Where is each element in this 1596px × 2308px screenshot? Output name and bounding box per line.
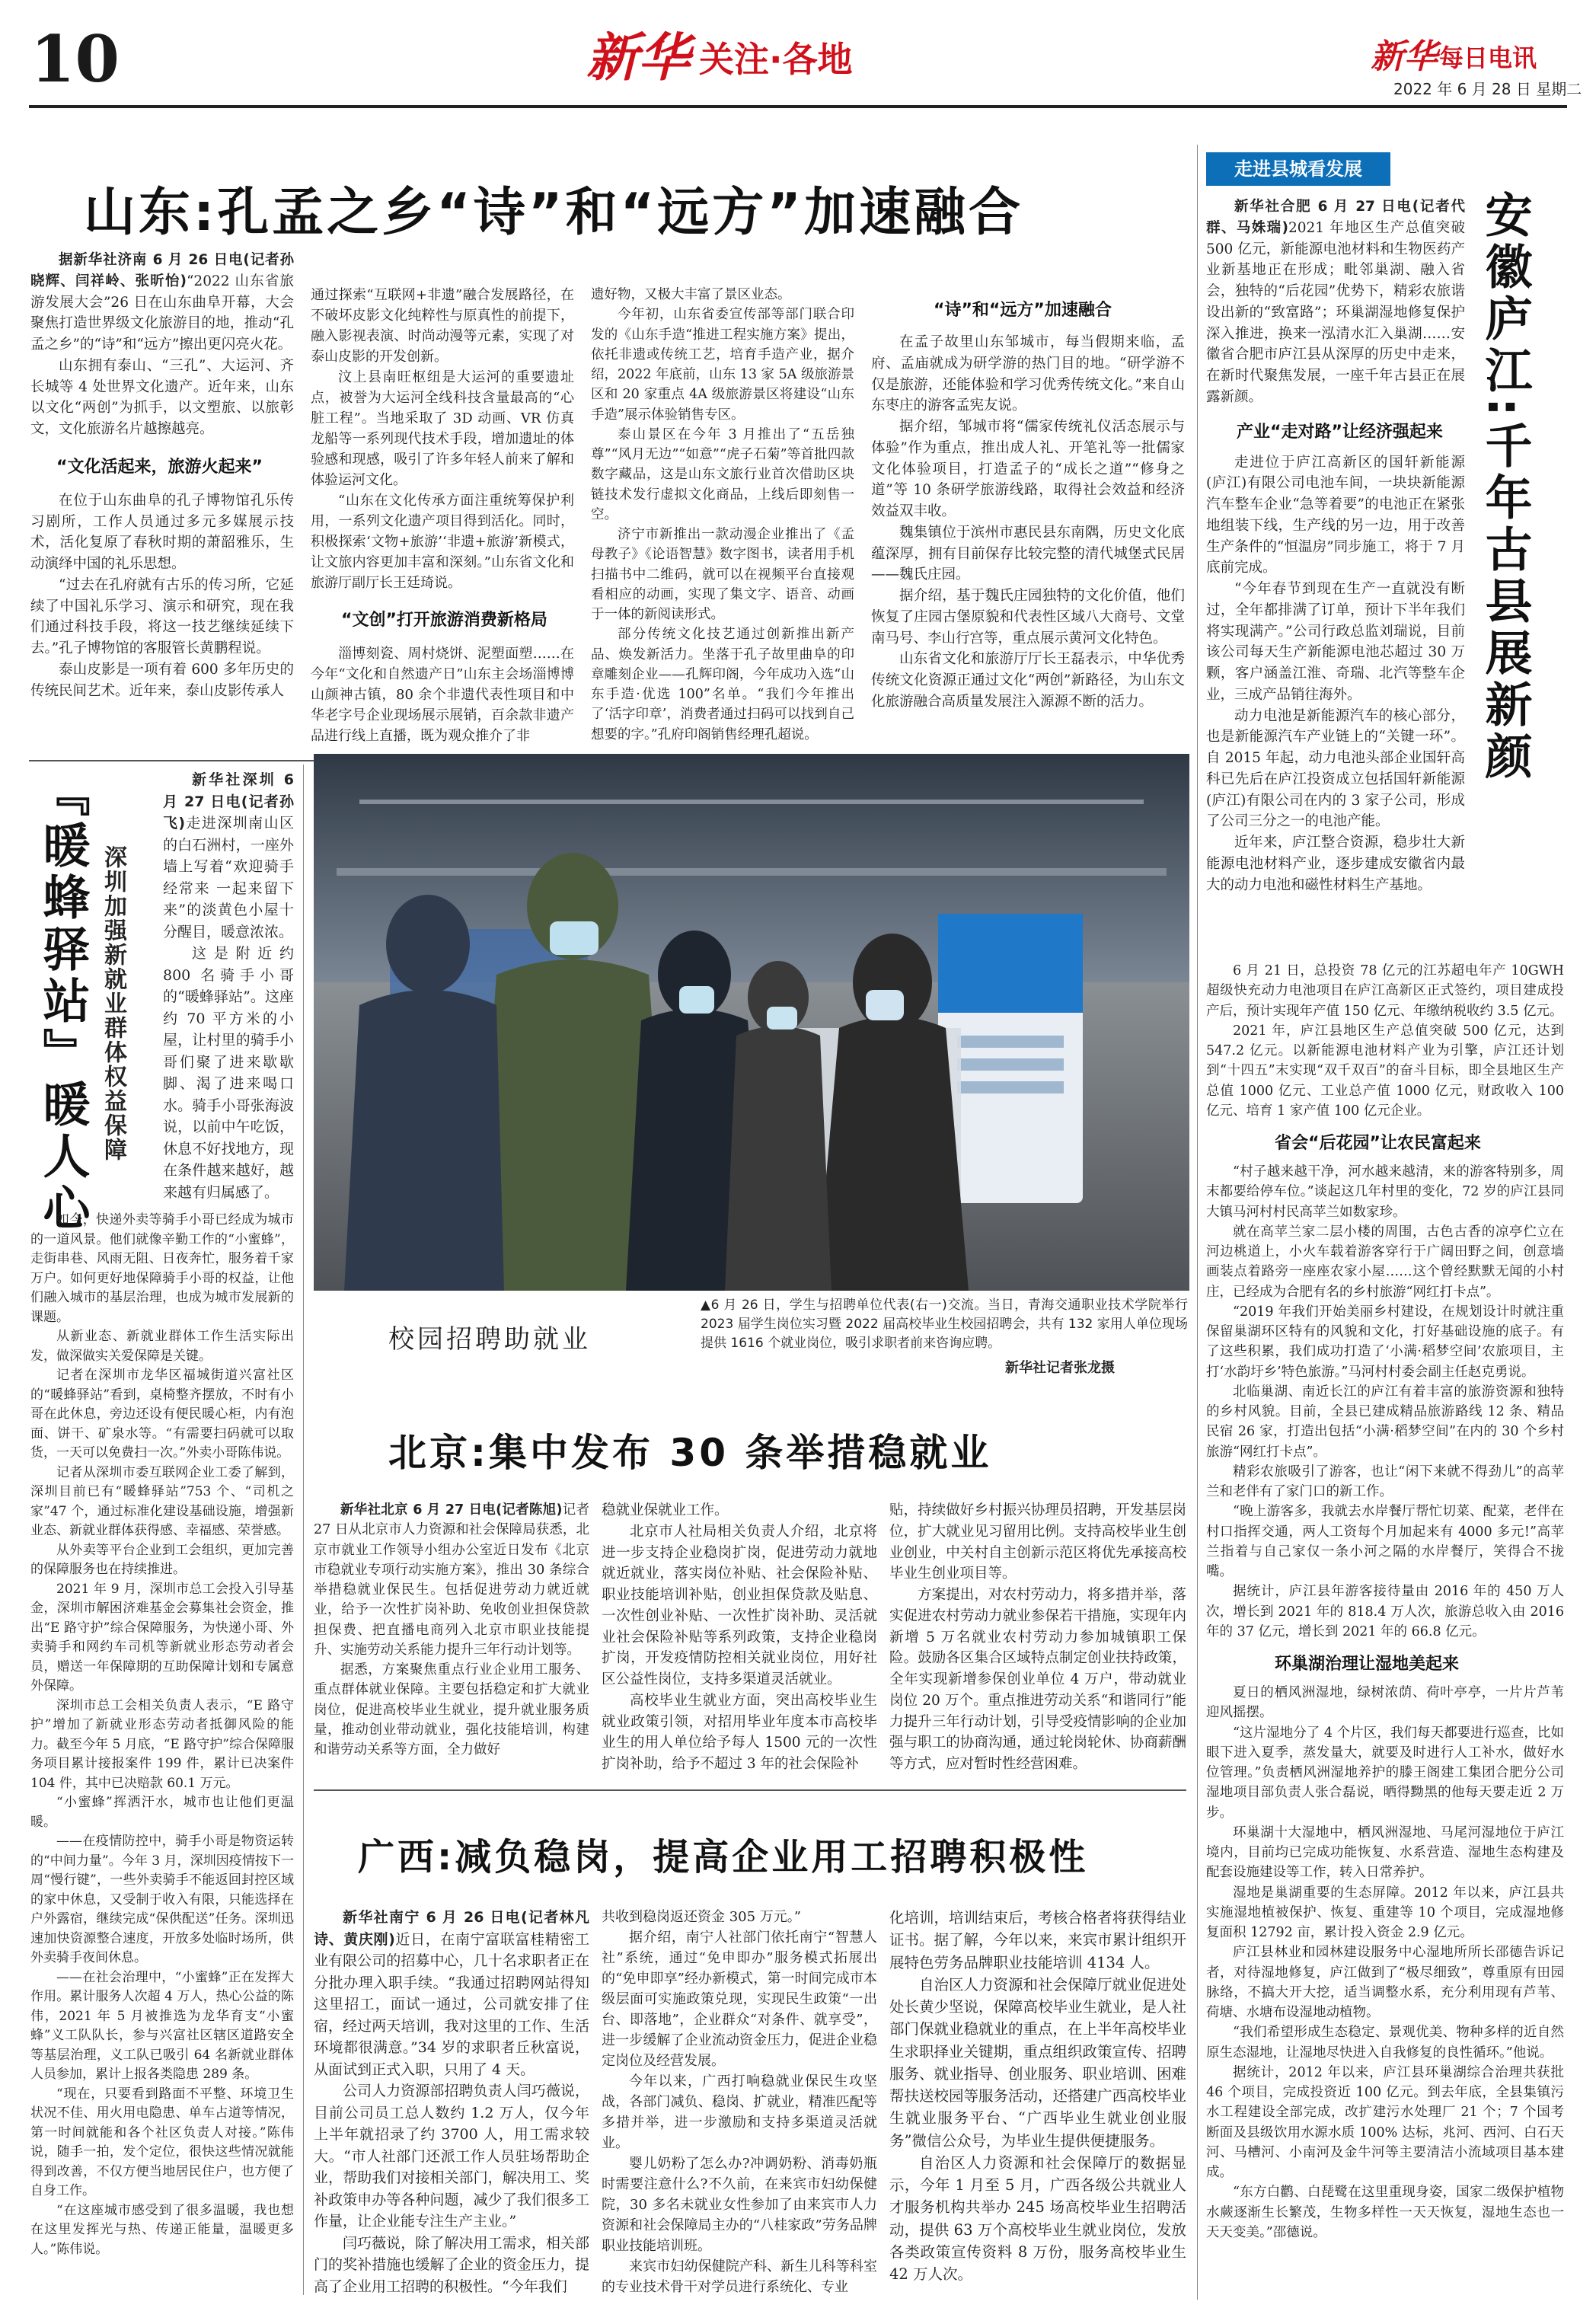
anhui-subhead: 省会“后花园”让农民富起来 bbox=[1275, 1134, 1481, 1153]
shandong-paragraph: “山东在文化传承方面注重统筹保护利用，一系列文化遗产项目得到活化。同时，积极探索‘文物+旅游’‘非遗+旅游’新模式，让文旅内容更加丰富和深刻。”山东省文化和旅游厅副厅长王廷琦说。 bbox=[311, 493, 574, 591]
shenzhen-top-column bbox=[163, 769, 294, 1203]
page-number: 10 bbox=[30, 21, 120, 97]
shandong-col2 bbox=[311, 285, 574, 746]
shandong-paragraph: 通过探索“互联网+非遗”融合发展路径，在不破坏皮影文化纯粹性与原真性的前提下，融入影视表演、时尚动漫等元素，实现了对泰山皮影的开发创新。 bbox=[311, 287, 574, 365]
shandong-paragraph: 在孟子故里山东邹城市，每当假期来临，孟府、孟庙就成为研学游的热门目的地。“研学游不仅是旅游，还能体验和学习优秀传统文化。”来自山东枣庄的游客孟宪友说。 bbox=[871, 334, 1185, 414]
guangxi-paragraph: 来宾市妇幼保健院产科、新生儿科等科室的专业技术骨干对学员进行系统化、专业 bbox=[602, 2259, 877, 2295]
shandong-paragraph: 魏集镇位于滨州市惠民县东南隅，历史文化底蕴深厚，拥有目前保存比较完整的清代城堡式民居——魏氏庄园。 bbox=[871, 524, 1185, 583]
anhui-paragraph: 动力电池是新能源汽车的核心部分，也是新能源汽车产业链上的“关键一环”。自 2015 年起，动力电池头部企业国轩高科已先后在庐江投资成立包括国轩新能源(庐江)有限公司在内的 3 家子公司，形成了公司三分之一的电池产能。 bbox=[1206, 707, 1465, 830]
anhui-paragraph: “这片湿地分了 4 个片区，我们每天都要进行巡查，比如眼下进入夏季，蒸发量大，就要及时进行人工补水，做好水位管理。”负责栖风洲湿地养护的滕王阁建工集团合肥分公司湿地项目部负责人张合磊说，晒得黝黑的他每天要走近 2 万步。 bbox=[1206, 1725, 1564, 1821]
shenzhen-paragraph: ——在社会治理中，“小蜜蜂”正在发挥大作用。累计服务人次超 4 万人，热心公益的陈伟，2021 年 5 月被推选为龙华育支“小蜜蜂”义工队队长，参与兴富社区辖区道路安全等基层治理，义工队已吸引 64 名新就业群体人员参加，累计上报各类隐患 289 条。 bbox=[30, 1969, 294, 2082]
shenzhen-paragraph: 从外卖等平台企业到工会组织，更加完善的保障服务也在持续推进。 bbox=[30, 1542, 294, 1577]
anhui-paragraph: “今年春节到现在生产一直就没有断过，全年都排满了订单，预计下半年我们将实现满产。”公司行政总监刘瑞说，目前该公司每天生产新能源电池芯超过 30 万颗，客户涵盖江淮、奇瑞、北汽等整车企业，三成产品销往海外。 bbox=[1206, 581, 1465, 703]
beijing-col1 bbox=[314, 1500, 589, 1760]
column-divider bbox=[303, 765, 304, 2295]
shenzhen-paragraph: “在这座城市感受到了很多温暖，我也想在这里发挥光与热、传递正能量，温暖更多人。”陈伟说。 bbox=[30, 2202, 294, 2257]
beijing-paragraph: 记者 27 日从北京市人力资源和社会保障局获悉，北京市就业工作领导小组办公室近日发布《北京市稳就业专项行动实施方案》，推出 30 条综合举措稳就业保民生。包括促进劳动力就近就业，给予一次性扩岗补助、免收创业担保贷款担保费、把直播电商列入北京市职业技能提升、实施劳动关系能力提升三年行动计划等。 bbox=[314, 1502, 589, 1658]
header-rule bbox=[29, 105, 1567, 108]
anhui-paragraph: 庐江县林业和园林建设服务中心湿地所所长邵德告诉记者，对待湿地修复，庐江做到了“极尽细致”，尊重原有田园脉络，不搞大开大挖，适当调整水系，充分利用现有芦苇、荷塘、水塘布设湿地动植物。 bbox=[1206, 1945, 1564, 2020]
shandong-paragraph: 据介绍，邹城市将“儒家传统礼仪活态展示与体验”作为重点，推出成人礼、开笔礼等一批儒家文化体验项目，打造孟子的“成长之道”“修身之道”等 10 条研学旅游线路，取得社会效益和经济效益双丰收。 bbox=[871, 419, 1185, 519]
anhui-paragraph: 湿地是巢湖重要的生态屏障。2012 年以来，庐江县共实施湿地植被保护、恢复、重建等 10 个项目，完成湿地修复面积 12792 亩，累计投入资金 2.9 亿元。 bbox=[1206, 1885, 1564, 1940]
shandong-dateline: 据新华社济南 6 月 26 日电(记者孙晓辉、闫祥岭、张昕怡) bbox=[30, 252, 294, 289]
shenzhen-title: 『暖蜂驿站』暖人心 bbox=[35, 769, 91, 1235]
anhui-paragraph: “2019 年我们开始美丽乡村建设，在规划设计时就注重保留巢湖环区特有的风貌和文化，打好基础设施的底子。有了这些积累，我们成功打造了‘小满·稻梦空间’农旅项目，主打‘水韵圩乡’特色旅游。”马河村村委会副主任赵克勇说。 bbox=[1206, 1304, 1564, 1380]
shandong-paragraph: “过去在孔府就有古乐的传习所，它延续了中国礼乐学习、演示和研究，现在我们通过科技手段，将这一技艺继续延续下去。”孔子博物馆的客服管长黄鹏程说。 bbox=[30, 576, 294, 656]
anhui-paragraph: 2021 年地区生产总值突破 500 亿元，新能源电池材料和生物医药产业新基地正在形成；毗邻巢湖、融入省会，独特的“后花园”优势下，精彩农旅谐设出新的“致富路”；环巢湖湿地修复保护深入推进，换来一泓清水汇入巢湖……安徽省合肥市庐江县从深厚的历史中走来，在新时代聚焦发展，一座千年古县正在展露新颜。 bbox=[1206, 219, 1465, 405]
beijing-col3 bbox=[889, 1500, 1186, 1775]
guangxi-paragraph: 婴儿奶粉了怎么办?冲调奶粉、消毒奶瓶时需要注意什么?不久前，在来宾市妇幼保健院，30 多名未就业女性参加了由来宾市人力资源和社会保障局主办的“八桂家政”劳务品牌职业技能培训班。 bbox=[602, 2156, 877, 2254]
anhui-paragraph: 6 月 21 日，总投资 78 亿元的江苏超电年产 10GWH 超级快充动力电池项目在庐江高新区正式签约，项目建成投产后，预计实现年产值 150 亿元、年缴纳税收约 3.5 亿元。 bbox=[1206, 963, 1564, 1019]
photo-illustration bbox=[314, 754, 1189, 1291]
anhui-paragraph: 精彩农旅吸引了游客，也让“闲下来就不得劲儿”的高苹兰和老伴有了家门口的新工作。 bbox=[1206, 1464, 1564, 1499]
shenzhen-paragraph: “现在，只要看到路面不平整、环境卫生状况不佳、用火用电隐患、单车占道等情况，第一时间就能和各个社区负责人对接。”陈伟说，随手一拍，发个定位，很快这些情况就能得到改善，不仅方便当地居民住户，也方便了自身工作。 bbox=[30, 2086, 294, 2198]
beijing-paragraph: 方案提出，对农村劳动力，将多措并举，落实促进农村劳动力就业参保若干措施，实现年内新增 5 万名就业农村劳动力参加城镇职工保险。鼓励各区集合区域特点制定创业扶持政策，全年实现新增参保创业单位 4 万户，带动就业岗位 20 万个。重点推进劳动关系“和谐同行”能力提升三年行动计划，引导受疫情影响的企业加强与职工的协商沟通，通过轮岗轮休、协商薪酬等方式，应对暂时性经营困难。 bbox=[889, 1587, 1186, 1772]
header-right-logo: 新华 bbox=[1371, 37, 1438, 76]
anhui-paragraph: “村子越来越干净，河水越来越清，来的游客特别多，周末都要给停车位。”谈起这几年村里的变化，72 岁的庐江县同大镇马河村村民高苹兰如数家珍。 bbox=[1206, 1164, 1564, 1220]
shandong-paragraph: 部分传统文化技艺通过创新推出新产品、焕发新活力。坐落于孔子故里曲阜的印章雕刻企业——孔辉印阁，今年成功入选“山东手造·优选 100”名单。“我们今年推出了‘活字印章’，消费者通过扫码可以找到自己想要的字。”孔府印阁销售经理孔超说。 bbox=[591, 627, 854, 742]
anhui-subhead: 环巢湖治理让湿地美起来 bbox=[1275, 1655, 1460, 1674]
beijing-paragraph: 贴，持续做好乡村振兴协理员招聘，开发基层岗位，扩大就业见习留用比例。支持高校毕业生创业创业，中关村自主创新示范区将优先承接高校毕业生创业项目等。 bbox=[889, 1502, 1186, 1582]
guangxi-paragraph: 今年以来，广西打响稳就业保民生攻坚战，各部门减负、稳岗、扩就业，精准匹配等多措并举，进一步激励和支持多渠道灵活就业。 bbox=[602, 2073, 877, 2151]
shandong-paragraph: 济宁市新推出一款动漫企业推出了《孟母教子》《论语智慧》数字图书，读者用手机扫描书中二维码，就可以在视频平台直接观看相应的动画，实现了集文字、语音、动画于一体的新阅读形式。 bbox=[591, 527, 854, 622]
anhui-banner: 走进县城看发展 bbox=[1206, 152, 1390, 186]
shenzhen-dateline: 新华社深圳 6 月 27 日电(记者孙飞) bbox=[163, 771, 294, 832]
beijing-paragraph: 稳就业保就业工作。 bbox=[602, 1502, 729, 1518]
shenzhen-paragraph: “小蜜蜂”挥洒汗水，城市也让他们更温暖。 bbox=[30, 1795, 294, 1830]
beijing-title: 北京:集中发布 30 条举措稳就业 bbox=[388, 1431, 992, 1475]
shandong-col4 bbox=[871, 294, 1185, 713]
column-divider bbox=[1197, 145, 1198, 2300]
photo-credit: 新华社记者张龙摄 bbox=[1005, 1360, 1115, 1376]
guangxi-paragraph: 公司人力资源部招聘负责人闫巧薇说，目前公司员工总人数约 1.2 万人，仅今年上半年就招录了约 3700 人，用工需求较大。“市人社部门还派工作人员驻场帮助企业，帮助我们对接相关部门，解决用工、奖补政策申办等各种问题，减少了我们很多工作量，让企业能专注生产主业。” bbox=[314, 2083, 589, 2230]
shandong-paragraph: “2022 山东省旅游发展大会”26 日在山东曲阜开幕，大会聚焦打造世界级文化旅游目的地，推动“孔孟之乡”的“诗”和“远方”擦出更闪亮火花。 bbox=[30, 273, 294, 353]
guangxi-paragraph: 近日，在南宁富联富桂精密工业有限公司的招募中心，几十名求职者正在分批办理入职手续。“我通过招聘网站得知这里招工，面试一通过，公司就安排了住宿，经过两天培训，我对这里的工作、生活环境都很满意。”34 岁的求职者丘秋富说，从面试到正式入职，只用了 4 天。 bbox=[314, 1930, 589, 2078]
shenzhen-paragraph: 走进深圳南山区的白石洲村，一座外墙上写着“欢迎骑手经常来 一起来留下来”的淡黄色小屋十分醒目，暖意浓浓。 bbox=[163, 815, 294, 940]
anhui-dateline: 新华社合肥 6 月 27 日电(记者代群、马姝瑞) bbox=[1206, 199, 1465, 236]
photo-caption-title: 校园招聘助就业 bbox=[388, 1324, 591, 1355]
anhui-paragraph: 走进位于庐江高新区的国轩新能源(庐江)有限公司电池车间，一块块新能源汽车整车企业“急等着要”的电池正在紧张地组装下线，生产线的另一边，用于改善生产条件的“恒温房”同步施工，将于 7 月底前完成。 bbox=[1206, 454, 1465, 576]
shenzhen-main-column bbox=[30, 1211, 294, 2259]
anhui-paragraph: 环巢湖十大湿地中，栖风洲湿地、马尾河湿地位于庐江境内，目前均已完成功能恢复、水系营造、湿地生态构建及配套设施建设等工作，转入日常养护。 bbox=[1206, 1824, 1564, 1881]
shandong-paragraph: 在位于山东曲阜的孔子博物馆孔乐传习剧所，工作人员通过多元多媒展示技术，活化复原了春秋时期的萧韶雅乐，生动演绎中国的礼乐思想。 bbox=[30, 492, 294, 572]
shandong-paragraph: 据介绍，基于魏氏庄园独特的文化价值，他们恢复了庄园古堡原貌和代表性区域八大商号、文堂南马号、李山行宫等，重点展示黄河文化特色。 bbox=[871, 588, 1185, 646]
beijing-paragraph: 据悉，方案聚焦重点行业企业用工服务、重点群体就业保障。主要包括稳定和扩大就业岗位，促进高校毕业生就业，提升就业服务质量，推动创业带动就业，强化技能培训，构建和谐劳动关系等方面，全力做好 bbox=[314, 1662, 589, 1757]
shandong-paragraph: 泰山皮影是一项有着 600 多年历史的传统民间艺术。近年来，泰山皮影传承人 bbox=[30, 661, 294, 699]
shandong-subhead: “文化活起来，旅游火起来” bbox=[56, 457, 263, 477]
guangxi-col1 bbox=[314, 1907, 589, 2297]
section-divider bbox=[314, 1789, 1186, 1791]
shenzhen-paragraph: 2021 年 9 月，深圳市总工会投入引导基金，深圳市解困济难基金会募集社会资金，推出“E 路守护”综合保障服务，为快递小哥、外卖骑手和网约车司机等新就业形态劳动者会员，赠送一年保障期的互助保障计划和专属意外保障。 bbox=[30, 1581, 294, 1693]
guangxi-paragraph: 化培训，培训结束后，考核合格者将获得结业证书。据了解，今年以来，来宾市累计组织开展特色劳务品牌职业技能培训 4134 人。 bbox=[889, 1909, 1187, 1971]
shandong-paragraph: 山东省文化和旅游厅厅长王磊表示，中华优秀传统文化资源正通过文化“两创”新路径，为山东文化旅游融合高质量发展注入源源不断的活力。 bbox=[871, 651, 1185, 710]
campus-recruitment-photo bbox=[314, 754, 1189, 1291]
shenzhen-paragraph: 深圳市总工会相关负责人表示，“E 路守护”增加了新就业形态劳动者抵御风险的能力。截至今年 5 月底，“E 路守护”综合保障服务项目累计接报案件 199 件，累计已决案件 104 件，其中已决赔款 60.1 万元。 bbox=[30, 1697, 294, 1791]
photo-caption: ▲6 月 26 日，学生与招聘单位代表(右一)交流。当日，青海交通职业技术学院举行 2023 届学生岗位实习暨 2022 届高校毕业生校园招聘会，共有 132 家用人单位现场提供 1616 个就业岗位，吸引求职者前来咨询应聘。 bbox=[701, 1298, 1188, 1351]
anhui-paragraph: 北临巢湖、南近长江的庐江有着丰富的旅游资源和独特的乡村风貌。目前，全县已建成精品旅游路线 12 条、精品民宿 26 家，打造出包括“小满·稻梦空间”在内的 30 个乡村旅游“网红打卡点”。 bbox=[1206, 1384, 1564, 1460]
anhui-paragraph: “我们希望形成生态稳定、景观优美、物种多样的近自然原生态湿地，让湿地尽快进入自我修复的良性循环。”他说。 bbox=[1206, 2025, 1564, 2061]
anhui-top-column bbox=[1206, 196, 1465, 895]
anhui-subhead: 产业“走对路”让经济强起来 bbox=[1237, 422, 1443, 442]
anhui-paragraph: 据统计，庐江县年游客接待量由 2016 年的 450 万人次，增长到 2021 年的 818.4 万人次，旅游总收入由 2016 年的 37 亿元，增长到 2021 年的 66.8 亿元。 bbox=[1206, 1584, 1564, 1639]
beijing-col2 bbox=[602, 1500, 877, 1775]
shandong-paragraph: 遗好物，又极大丰富了景区业态。 bbox=[591, 287, 791, 302]
anhui-paragraph: 就在高苹兰家二层小楼的周围，古色古香的凉亭伫立在河边桃道上，小火车载着游客穿行于广阔田野之间，创意墙画装点着路旁一座座农家小屋……这个曾经默默无闻的小村庄，已经成为合肥有名的乡村旅游“网红打卡点”。 bbox=[1206, 1224, 1564, 1300]
shandong-subhead: “诗”和“远方”加速融合 bbox=[934, 301, 1112, 320]
header-right-name: 每日电讯 bbox=[1439, 43, 1537, 72]
shandong-paragraph: 淄博刻瓷、周村烧饼、泥塑面塑……在今年“文化和自然遗产日”山东主会场淄博博山颜神古镇，80 余个非遗代表性项目和中华老字号企业现场展示展销，百余款非遗产品进行线上直播，既为观众推介了非 bbox=[311, 646, 574, 744]
anhui-paragraph: “东方白鹳、白琵鹭在这里重现身姿，国家二级保护植物水蕨逐渐生长繁茂，生物多样性一天天恢复，湿地生态也一天天变美。”邵德说。 bbox=[1206, 2185, 1564, 2240]
shandong-paragraph: 汶上县南旺枢纽是大运河的重要遗址点，被誉为大运河全线科技含量最高的“心脏工程”。当地采取了 3D 动画、VR 仿真龙船等一系列现代技术手段，增加遗址的体验感和现感，吸引了许多年轻人前来了解和体验运河文化。 bbox=[311, 369, 574, 488]
anhui-paragraph: 近年来，庐江整合资源，稳步壮大新能源电池材料产业，逐步建成安徽省内最大的动力电池和磁性材料生产基地。 bbox=[1206, 835, 1465, 893]
guangxi-paragraph: 闫巧薇说，除了解决用工需求，相关部门的奖补措施也缓解了企业的资金压力，提高了企业用工招聘的积极性。“今年我们 bbox=[314, 2234, 589, 2295]
shandong-col1 bbox=[30, 250, 294, 701]
shenzhen-paragraph: 从新业态、新就业群体工作生活实际出发，做深做实关爱保障是关键。 bbox=[30, 1329, 294, 1364]
guangxi-dateline: 新华社南宁 6 月 26 日电(记者林凡诗、黄庆刚) bbox=[314, 1909, 589, 1948]
shenzhen-paragraph: ——在疫情防控中，骑手小哥是物资运转的“中间力量”。今年 3 月，深圳因疫情按下一周“慢行键”，一些外卖骑手不能返回封控区域的家中休息，又受制于收入有限，只能选择在户外露宿，继续完成“保供配送”任务。深圳迅速加快资源整合速度，开放多处临时场所，供外卖骑手夜间休息。 bbox=[30, 1834, 294, 1965]
shenzhen-paragraph: 记者从深圳市委互联网企业工委了解到，深圳目前已有“暖蜂驿站”753 个、“司机之家”47 个，通过标准化建设基础设施，增强新业态、新就业群体获得感、幸福感、荣誉感。 bbox=[30, 1464, 294, 1538]
beijing-dateline: 新华社北京 6 月 27 日电(记者陈旭) bbox=[340, 1502, 563, 1518]
header-section: 关注·各地 bbox=[699, 39, 853, 80]
guangxi-paragraph: 自治区人力资源和社会保障厅就业促进处处长黄少坚说，保障高校毕业生就业，是人社部门保就业稳就业的重点，在上半年高校毕业生求职择业关键期，重点组织政策宣传、招聘服务、就业指导、创业服务、职业培训、困难帮扶送校园等服务活动，还搭建广西高校毕业生就业服务平台、“广西毕业生就业创业服务”微信公众号，为毕业生提供便捷服务。 bbox=[889, 1975, 1187, 2150]
shandong-subhead: “文创”打开旅游消费新格局 bbox=[341, 611, 547, 630]
beijing-paragraph: 高校毕业生就业方面，突出高校毕业生就业政策引领，对招用毕业年度本市高校毕业生的用人单位给予每人 1500 元的一次性扩岗补助，给予不超过 3 年的社会保险补 bbox=[602, 1692, 877, 1772]
shenzhen-subtitle: 深圳加强新就业群体权益保障 bbox=[100, 845, 126, 1162]
guangxi-paragraph: 共收到稳岗返还资金 305 万元。” bbox=[602, 1909, 802, 1925]
header-date: 2022 年 6 月 28 日 星期二 bbox=[1393, 80, 1582, 98]
beijing-paragraph: 北京市人社局相关负责人介绍，北京将进一步支持企业稳岗扩岗，促进劳动力就地就近就业，落实岗位补贴、社会保险补贴、职业技能培训补贴，创业担保贷款及贴息、一次性创业补贴、一次性扩岗补助、灵活就业社会保险补贴等系列政策，支持企业稳岗扩岗，开发疫情防控相关就业岗位，用好社区公益性岗位，支持多渠道灵活就业。 bbox=[602, 1523, 877, 1687]
anhui-main-column bbox=[1206, 961, 1564, 2243]
anhui-paragraph: 2021 年，庐江县地区生产总值突破 500 亿元，达到 547.2 亿元。以新能源电池材料产业为引擎，庐江还计划到“十四五”末实现“双千双百”的奋斗目标，即全县地区生产总值 1000 亿元、工业总产值 1000 亿元，财政收入 100 亿元、培育 1 家产值 100 亿元企业。 bbox=[1206, 1023, 1564, 1119]
shandong-paragraph: 今年初，山东省委宣传部等部门联合印发的《山东手造“推进工程实施方案》提出，依托非遗或传统工艺，培育手造产业，据介绍，2022 年底前，山东 13 家 5A 级旅游景区和 20 家重点 4A 级旅游景区将建设“山东手造”展示体验销售专区。 bbox=[591, 307, 854, 423]
shandong-title: 山东:孔孟之乡“诗”和“远方”加速融合 bbox=[84, 183, 1023, 243]
anhui-paragraph: 据统计，2012 年以来，庐江县环巢湖综合治理共获批 46 个项目，完成投资近 100 亿元。到去年底，全县集镇污水工程建设全部完成，改扩建污水处理厂 21 个；7 个国考断面及县级饮用水源水质 100% 达标，兆河、西河、白石天河、马槽河、小南河及金牛河等主要清洁小流域项目基本建成。 bbox=[1206, 2064, 1564, 2180]
guangxi-paragraph: 自治区人力资源和社会保障厅的数据显示，今年 1 月至 5 月，广西各级公共就业人才服务机构共举办 245 场高校毕业生招聘活动，提供 63 万个高校毕业生就业岗位，发放各类政策宣传资料 8 万份，服务高校毕业生 42 万人次。 bbox=[889, 2153, 1186, 2283]
guangxi-col3 bbox=[889, 1907, 1186, 2285]
shandong-paragraph: 泰山景区在今年 3 月推出了“五岳独尊”“风月无边”“如意”“虎子石菊”等首批四款数字藏品，这是山东文旅行业首次借助区块链技术发行虚拟文化商品，上线后即刻售一空。 bbox=[591, 426, 854, 522]
shenzhen-paragraph: 记者在深圳市龙华区福城街道兴富社区的“暖蜂驿站”看到，桌椅整齐摆放，不时有小哥在此休息，旁边还设有便民暖心柜，内有泡面、饼干、矿泉水等。“有需要扫码就可以取货，一天可以免费扫一次。”外卖小哥陈伟说。 bbox=[30, 1368, 294, 1460]
guangxi-title: 广西:减负稳岗，提高企业用工招聘积极性 bbox=[358, 1836, 1089, 1879]
header-brand-logo: 新华 bbox=[586, 27, 691, 88]
anhui-paragraph: 夏日的栖风洲湿地，绿树浓荫、荷叶亭亭，一片片芦苇迎风摇摆。 bbox=[1206, 1685, 1564, 1721]
shandong-paragraph: 山东拥有泰山、“三孔”、大运河、齐长城等 4 处世界文化遗产。近年来，山东以文化“两创”为抓手，以文塑旅、以旅彰文，文化旅游名片越擦越亮。 bbox=[30, 357, 294, 437]
shenzhen-paragraph: 如今，快递外卖等骑手小哥已经成为城市的一道风景。他们就像辛勤工作的“小蜜蜂”，走街串巷、风雨无阻、日夜奔忙，服务着千家万户。如何更好地保障骑手小哥的权益，让他们融入城市的基层治理，也成为城市发展新的课题。 bbox=[30, 1212, 294, 1325]
anhui-paragraph: “晚上游客多，我就去水岸餐厅帮忙切菜、配菜，老伴在村口指挥交通，两人工资每个月加起来有 4000 多元!”高苹兰指着与自己家仅一条小河之隔的水岸餐厅，笑得合不拢嘴。 bbox=[1206, 1504, 1564, 1579]
anhui-title: 安徽庐江:千年古县展新颜 bbox=[1477, 190, 1533, 784]
guangxi-paragraph: 据介绍，南宁人社部门依托南宁“智慧人社”系统，通过“免申即办”服务模式拓展出的“免申即享”经办新模式，第一时间完成市本级层面可实施政策兑现，实现民生政策“一出台、即落地”，企业群众“对条件、就享受”，进一步缓解了企业流动资金压力，促进企业稳定岗位及经营发展。 bbox=[602, 1930, 877, 2069]
guangxi-col2 bbox=[602, 1907, 877, 2297]
shandong-col3 bbox=[591, 285, 854, 745]
shenzhen-paragraph: 这是附近约 800 名骑手小哥的“暖蜂驿站”。这座约 70 平方米的小屋，让村里的骑手小哥们聚了进来歇歇脚、渴了进来喝口水。骑手小哥张海波说，以前中午吃饭，休息不好找地方，现在条件越来越好，越来越有归属感了。 bbox=[163, 945, 294, 1201]
